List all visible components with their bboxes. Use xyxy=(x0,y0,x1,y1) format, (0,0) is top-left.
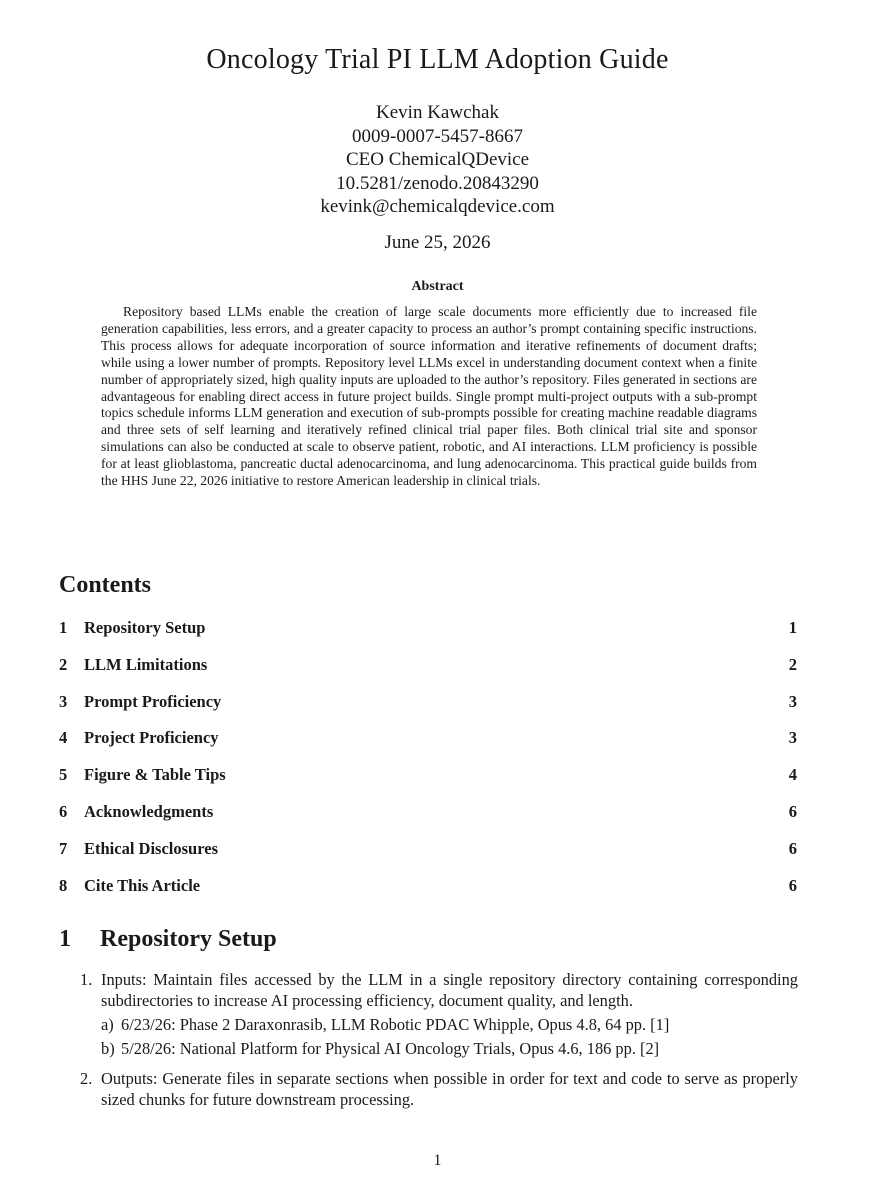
toc-entry-number: 3 xyxy=(59,691,68,711)
sub-item-marker: a) xyxy=(101,1015,114,1034)
list-item-text: Outputs: Generate files in separate sections when possible in order for text and code to serve as properly sized chunks for future downstream processing. xyxy=(101,1069,798,1109)
author-block xyxy=(0,101,875,219)
author-orcid: 0009-0007-5457-8667 xyxy=(352,125,523,147)
toc-entry[interactable] xyxy=(59,655,797,692)
page-number: 1 xyxy=(433,1152,442,1169)
toc-entry-label: Project Proficiency xyxy=(84,728,219,748)
toc-entry[interactable] xyxy=(59,765,797,802)
sub-list-item xyxy=(101,1038,798,1059)
sub-list xyxy=(101,1014,798,1059)
list-item xyxy=(80,969,798,1059)
author-email: kevink@chemicalqdevice.com xyxy=(320,196,555,217)
toc-entry[interactable] xyxy=(59,618,797,655)
section-number: 1 xyxy=(59,926,71,952)
toc-entry-page: 2 xyxy=(788,654,797,674)
toc-entry-number: 5 xyxy=(59,765,68,785)
setup-list xyxy=(80,969,798,1110)
paper-date: June 25, 2026 xyxy=(384,232,491,253)
abstract-text: Repository based LLMs enable the creation of large scale documents more efficiently due to increased file generation capabilities, less errors, and a greater capacity to process an author’s prompt containing specific instructions. This process allows for adequate incorporation of source information and iterative refinements of document drafts; while using a lower number of prompts. Repository level LLMs excel in understanding document context when a finite number of appropriately sized, high quality inputs are uploaded to the author’s repository. Files generated in sections are advantageous for enabling direct access in future project builds. Single prompt multi-project outputs with a sub-prompt topics schedule informs LLM generation and execution of sub-prompts possible for creating machine readable diagrams and three sets of self learning and iteratively refined clinical trial paper files. Both clinical trial site and sponsor simulations can also be conducted at scale to observe patient, robotic, and AI interactions. LLM proficiency is possible for at least glioblastoma, pancreatic ductal adenocarcinoma, and lung adenocarcinoma. This practical guide builds from the HHS June 22, 2026 initiative to restore American leadership in clinical trials. xyxy=(101,304,757,489)
list-item-marker: 2. xyxy=(80,1069,93,1088)
toc-entry-number: 2 xyxy=(59,654,68,674)
toc-entry-label: Ethical Disclosures xyxy=(84,838,218,858)
toc-entry-number: 6 xyxy=(59,801,68,821)
toc-entry[interactable] xyxy=(59,728,797,765)
list-item-marker: 1. xyxy=(80,970,93,989)
toc-entry-page: 3 xyxy=(788,691,797,711)
sub-item-marker: b) xyxy=(101,1039,115,1058)
contents-heading: Contents xyxy=(59,572,152,598)
section-title: Repository Setup xyxy=(100,926,277,952)
toc-entry[interactable] xyxy=(59,802,797,839)
toc-entry-number: 4 xyxy=(59,728,68,748)
toc-entry-page: 1 xyxy=(788,618,797,637)
toc-entry-label: Prompt Proficiency xyxy=(84,691,222,711)
sub-item-text: 5/28/26: National Platform for Physical AI Oncology Trials, Opus 4.6, 186 pp. [2] xyxy=(121,1039,660,1058)
sub-list-item xyxy=(101,1014,798,1035)
author-name: Kevin Kawchak xyxy=(376,102,499,123)
toc-entry-page: 3 xyxy=(788,728,797,748)
toc-entry-number: 8 xyxy=(59,875,68,895)
list-item-text: Inputs: Maintain files accessed by the LLM in a single repository directory containing corresponding subdirectories to increase AI processing efficiency, document quality, and length. xyxy=(101,970,798,1010)
toc-entry[interactable] xyxy=(59,692,797,729)
sub-item-text: 6/23/26: Phase 2 Daraxonrasib, LLM Robotic PDAC Whipple, Opus 4.8, 64 pp. [1] xyxy=(121,1015,670,1034)
toc-entry[interactable] xyxy=(59,876,797,913)
list-item xyxy=(80,1068,798,1110)
toc-entry-label: Acknowledgments xyxy=(84,801,214,821)
section-heading xyxy=(59,926,277,953)
paper-doi: 10.5281/zenodo.20843290 xyxy=(336,172,539,194)
table-of-contents xyxy=(59,618,797,912)
toc-entry-page: 6 xyxy=(788,838,797,858)
toc-entry-page: 6 xyxy=(788,875,797,895)
toc-entry[interactable] xyxy=(59,839,797,876)
toc-entry-label: Repository Setup xyxy=(84,618,206,637)
author-affiliation: CEO ChemicalQDevice xyxy=(345,149,530,170)
toc-entry-number: 1 xyxy=(59,618,68,637)
abstract-heading: Abstract xyxy=(411,279,464,294)
toc-entry-label: Cite This Article xyxy=(84,875,201,895)
paper-title: Oncology Trial PI LLM Adoption Guide xyxy=(206,44,669,75)
toc-entry-label: Figure & Table Tips xyxy=(84,765,226,785)
toc-entry-number: 7 xyxy=(59,838,68,858)
toc-entry-page: 4 xyxy=(788,765,797,785)
toc-entry-page: 6 xyxy=(788,801,797,821)
toc-entry-label: LLM Limitations xyxy=(84,654,208,674)
